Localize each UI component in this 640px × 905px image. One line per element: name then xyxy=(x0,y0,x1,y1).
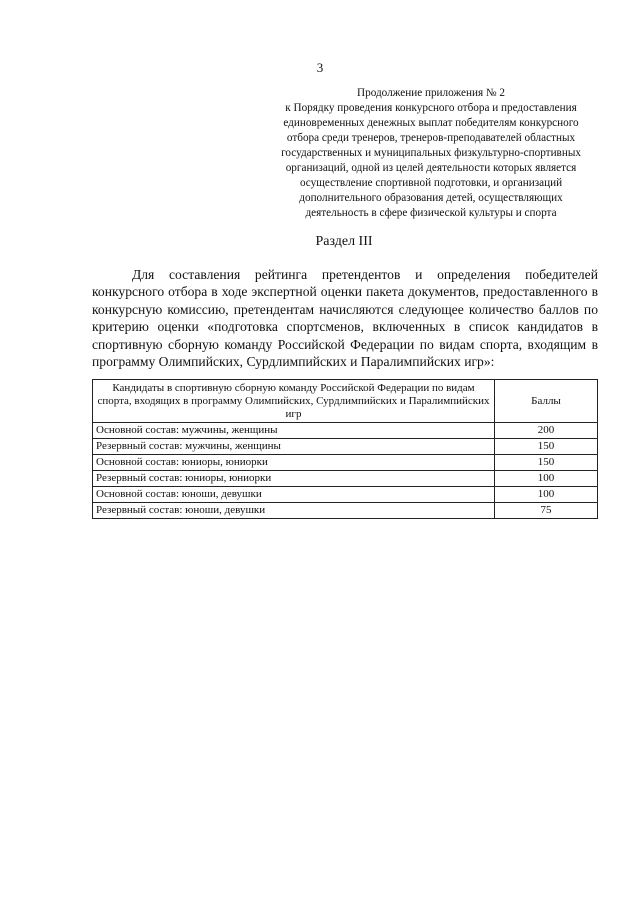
row-points: 100 xyxy=(495,471,598,487)
table-row xyxy=(93,423,598,439)
row-category: Резервный состав: мужчины, женщины xyxy=(93,439,495,455)
row-points: 150 xyxy=(495,455,598,471)
row-category: Резервный состав: юниоры, юниорки xyxy=(93,471,495,487)
header-line: деятельность в сфере физической культуры и спорта xyxy=(305,207,557,219)
row-category: Основной состав: мужчины, женщины xyxy=(93,423,495,439)
column-header-points: Баллы xyxy=(495,380,598,423)
header-line: Продолжение приложения № 2 xyxy=(357,87,505,99)
header-line: единовременных денежных выплат победителям конкурсного xyxy=(283,117,579,129)
table-row xyxy=(93,487,598,503)
header-line: государственных и муниципальных физкультурно-спортивных xyxy=(281,147,581,159)
row-points: 75 xyxy=(495,503,598,519)
row-category: Основной состав: юноши, девушки xyxy=(93,487,495,503)
page-number: 3 xyxy=(316,60,324,75)
section-title: Раздел III xyxy=(315,234,373,249)
row-category: Резервный состав: юноши, девушки xyxy=(93,503,495,519)
header-line: осуществление спортивной подготовки, и организаций xyxy=(299,177,563,189)
column-header-candidates: Кандидаты в спортивную сборную команду Российской Федерации по видам спорта, входящих в программу Олимпийских, Сурдлимпийских и Паралимпийских игр xyxy=(93,380,495,423)
header-line: организаций, одной из целей деятельности которых является xyxy=(285,162,577,174)
header-line: отбора среди тренеров, тренеров-преподавателей областных xyxy=(286,132,576,144)
table-row xyxy=(93,471,598,487)
row-points: 150 xyxy=(495,439,598,455)
table-header-row xyxy=(93,380,598,423)
appendix-header xyxy=(246,86,616,221)
points-table xyxy=(92,379,598,519)
table-row xyxy=(93,503,598,519)
header-line: к Порядку проведения конкурсного отбора и предоставления xyxy=(285,102,577,114)
header-line: дополнительного образования детей, осуществляющих xyxy=(299,192,563,204)
table-row xyxy=(93,439,598,455)
body-paragraph: Для составления рейтинга претендентов и определения победителей конкурсного отбора в ходе экспертной оценки пакета документов, предоставленного в конкурсную комиссию, претендентам начисляются следующее количество баллов по критерию оценки «подготовка спортсменов, включенных в список кандидатов в спортивную сборную команду Российской Федерации по видам спорта, входящим в программу Олимпийских, Сурдлимпийских и Паралимпийских игр»: xyxy=(92,267,598,370)
row-category: Основной состав: юниоры, юниорки xyxy=(93,455,495,471)
table-row xyxy=(93,455,598,471)
row-points: 200 xyxy=(495,423,598,439)
row-points: 100 xyxy=(495,487,598,503)
